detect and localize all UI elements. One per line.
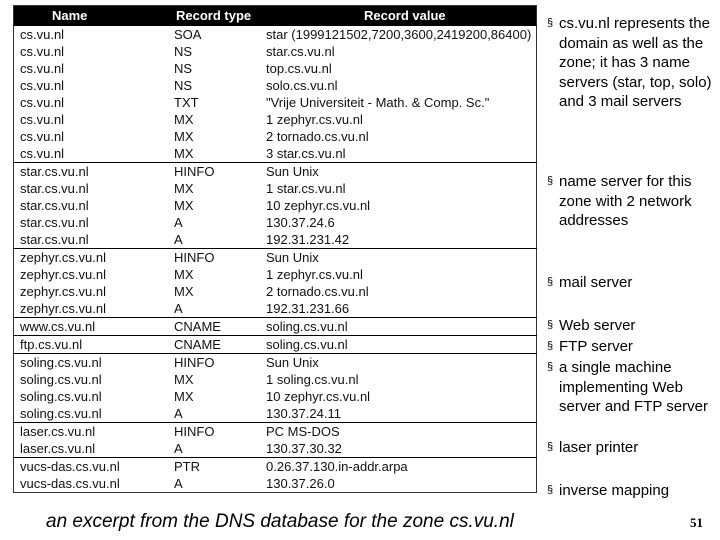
cell-record-value: 10 zephyr.cs.vu.nl [266, 388, 371, 404]
cell-name: star.cs.vu.nl [20, 197, 89, 213]
note-domain-zone: § cs.vu.nl represents the domain as well as the zone; it has 3 name servers (star, top, solo) and 3 mail servers [547, 15, 712, 110]
record-group [14, 336, 537, 354]
record-group [14, 26, 537, 163]
bullet-icon: § [547, 17, 554, 29]
table-row [14, 405, 537, 423]
cell-name: zephyr.cs.vu.nl [20, 300, 106, 316]
cell-name: star.cs.vu.nl [20, 214, 89, 230]
cell-name: www.cs.vu.nl [14, 318, 175, 336]
cell-name: cs.vu.nl [20, 77, 65, 93]
cell-record-type: PTR [174, 458, 266, 476]
cell-record-value: 2 tornado.cs.vu.nl [266, 128, 369, 144]
cell-record-type: SOA [174, 26, 266, 44]
cell-record-value: "Vrije Universiteit - Math. & Comp. Sc." [266, 94, 490, 110]
cell-record-value: Sun Unix [266, 249, 537, 267]
table-row [14, 475, 537, 493]
table-row [14, 94, 537, 111]
cell-record-type: NS [174, 43, 193, 59]
cell-record-type: HINFO [174, 163, 266, 181]
table-row [14, 336, 537, 354]
cell-record-type: MX [174, 128, 194, 144]
table-row [14, 458, 537, 476]
table-row [14, 111, 537, 128]
table-row [14, 77, 537, 94]
cell-name: soling.cs.vu.nl [20, 371, 102, 387]
cell-name: soling.cs.vu.nl [20, 405, 102, 421]
table-row [14, 60, 537, 77]
cell-record-type: A [174, 300, 183, 316]
cell-record-value: 1 soling.cs.vu.nl [266, 371, 359, 387]
note-mail-server: § mail server [547, 274, 633, 291]
table-row [14, 440, 537, 458]
cell-record-value: 0.26.37.130.in-addr.arpa [266, 458, 537, 476]
cell-name: vucs-das.cs.vu.nl [14, 458, 175, 476]
table-row [14, 43, 537, 60]
cell-name: star.cs.vu.nl [14, 163, 175, 181]
bullet-icon: § [547, 361, 554, 373]
table-row [14, 231, 537, 249]
cell-record-value: 10 zephyr.cs.vu.nl [266, 197, 371, 213]
record-group [14, 249, 537, 318]
bullet-icon: § [547, 319, 554, 331]
cell-record-value: top.cs.vu.nl [266, 60, 332, 76]
cell-record-value: 3 star.cs.vu.nl [266, 145, 346, 161]
table-row [14, 180, 537, 197]
cell-record-type: MX [174, 388, 194, 404]
cell-name: star.cs.vu.nl [20, 231, 89, 247]
cell-record-type: A [174, 231, 183, 247]
bullet-icon: § [547, 276, 554, 288]
table-row [14, 354, 537, 372]
table-row [14, 388, 537, 405]
note-laser-printer: § laser printer [547, 439, 639, 456]
cell-name: ftp.cs.vu.nl [14, 336, 175, 354]
note-single-machine: § a single machine implementing Web server and FTP server [547, 359, 708, 415]
bullet-icon: § [547, 340, 554, 352]
cell-name: cs.vu.nl [20, 145, 65, 161]
cell-record-type: A [174, 440, 183, 456]
cell-name: soling.cs.vu.nl [14, 354, 175, 372]
cell-record-type: MX [174, 111, 194, 127]
cell-name: star.cs.vu.nl [20, 180, 89, 196]
cell-record-value: star.cs.vu.nl [266, 43, 335, 59]
cell-record-value: star (1999121502,7200,3600,2419200,86400) [266, 26, 537, 44]
table-row [14, 283, 537, 300]
cell-name: cs.vu.nl [20, 111, 65, 127]
cell-record-type: MX [174, 283, 194, 299]
cell-name: zephyr.cs.vu.nl [14, 249, 175, 267]
record-group [14, 163, 537, 249]
table-row [14, 128, 537, 145]
cell-record-value: 1 zephyr.cs.vu.nl [266, 266, 363, 282]
bullet-icon: § [547, 441, 554, 453]
table-row [14, 26, 537, 44]
cell-name: laser.cs.vu.nl [20, 440, 96, 456]
cell-record-value: solo.cs.vu.nl [266, 77, 338, 93]
cell-record-type: MX [174, 180, 194, 196]
cell-record-value: 130.37.24.6 [266, 214, 335, 230]
bullet-icon: § [547, 175, 554, 187]
record-group [14, 458, 537, 493]
table-row [14, 163, 537, 181]
note-ftp-server: § FTP server [547, 338, 633, 355]
header-name: Name [14, 6, 175, 26]
note-name-server: § name server for this zone with 2 network addresses [547, 173, 692, 229]
note-inverse-mapping: § inverse mapping [547, 482, 670, 499]
cell-record-type: A [174, 405, 183, 421]
table-row [14, 145, 537, 163]
cell-record-value: PC MS-DOS [266, 423, 537, 441]
table-row [14, 423, 537, 441]
record-group [14, 318, 537, 336]
cell-record-type: A [174, 214, 183, 230]
cell-record-type: HINFO [174, 354, 266, 372]
table-row [14, 318, 537, 336]
cell-name: cs.vu.nl [20, 94, 65, 110]
cell-record-type: HINFO [174, 423, 266, 441]
cell-name: zephyr.cs.vu.nl [20, 266, 106, 282]
bullet-icon: § [547, 484, 554, 496]
table-row [14, 197, 537, 214]
cell-record-type: NS [174, 60, 193, 76]
table-row [14, 249, 537, 267]
cell-name: soling.cs.vu.nl [20, 388, 102, 404]
cell-record-value: 192.31.231.42 [266, 231, 350, 247]
page-number: 51 [690, 515, 703, 530]
table-row [14, 300, 537, 318]
cell-record-value: soling.cs.vu.nl [266, 318, 537, 336]
cell-name: zephyr.cs.vu.nl [20, 283, 106, 299]
table-header-row [14, 6, 537, 26]
table-row [14, 266, 537, 283]
cell-record-type: TXT [174, 94, 199, 110]
cell-record-value: 130.37.30.32 [266, 440, 342, 456]
header-record-type: Record type [174, 6, 266, 26]
cell-name: cs.vu.nl [14, 26, 175, 44]
cell-record-type: MX [174, 145, 194, 161]
cell-record-type: A [174, 475, 183, 491]
cell-record-type: CNAME [174, 318, 266, 336]
cell-record-value: 2 tornado.cs.vu.nl [266, 283, 369, 299]
cell-record-value: Sun Unix [266, 354, 537, 372]
cell-record-type: NS [174, 77, 193, 93]
note-web-server: § Web server [547, 317, 636, 334]
cell-record-value: 130.37.26.0 [266, 475, 335, 491]
cell-name: cs.vu.nl [20, 60, 65, 76]
cell-record-type: CNAME [174, 336, 266, 354]
figure-caption: an excerpt from the DNS database for the zone cs.vu.nl [46, 511, 514, 532]
cell-name: cs.vu.nl [20, 43, 65, 59]
cell-name: cs.vu.nl [20, 128, 65, 144]
cell-name: laser.cs.vu.nl [14, 423, 175, 441]
cell-record-value: 192.31.231.66 [266, 300, 350, 316]
table-row [14, 214, 537, 231]
cell-record-type: MX [174, 197, 194, 213]
record-group [14, 423, 537, 458]
header-record-value: Record value [266, 6, 537, 26]
cell-record-value: 1 star.cs.vu.nl [266, 180, 346, 196]
record-group [14, 354, 537, 423]
cell-record-value: soling.cs.vu.nl [266, 336, 537, 354]
cell-record-type: MX [174, 371, 194, 387]
cell-record-value: 1 zephyr.cs.vu.nl [266, 111, 363, 127]
cell-record-type: HINFO [174, 249, 266, 267]
cell-record-value: 130.37.24.11 [266, 405, 341, 421]
table-row [14, 371, 537, 388]
cell-name: vucs-das.cs.vu.nl [20, 475, 120, 491]
cell-record-type: MX [174, 266, 194, 282]
cell-record-value: Sun Unix [266, 163, 537, 181]
dns-records-table [13, 5, 537, 493]
